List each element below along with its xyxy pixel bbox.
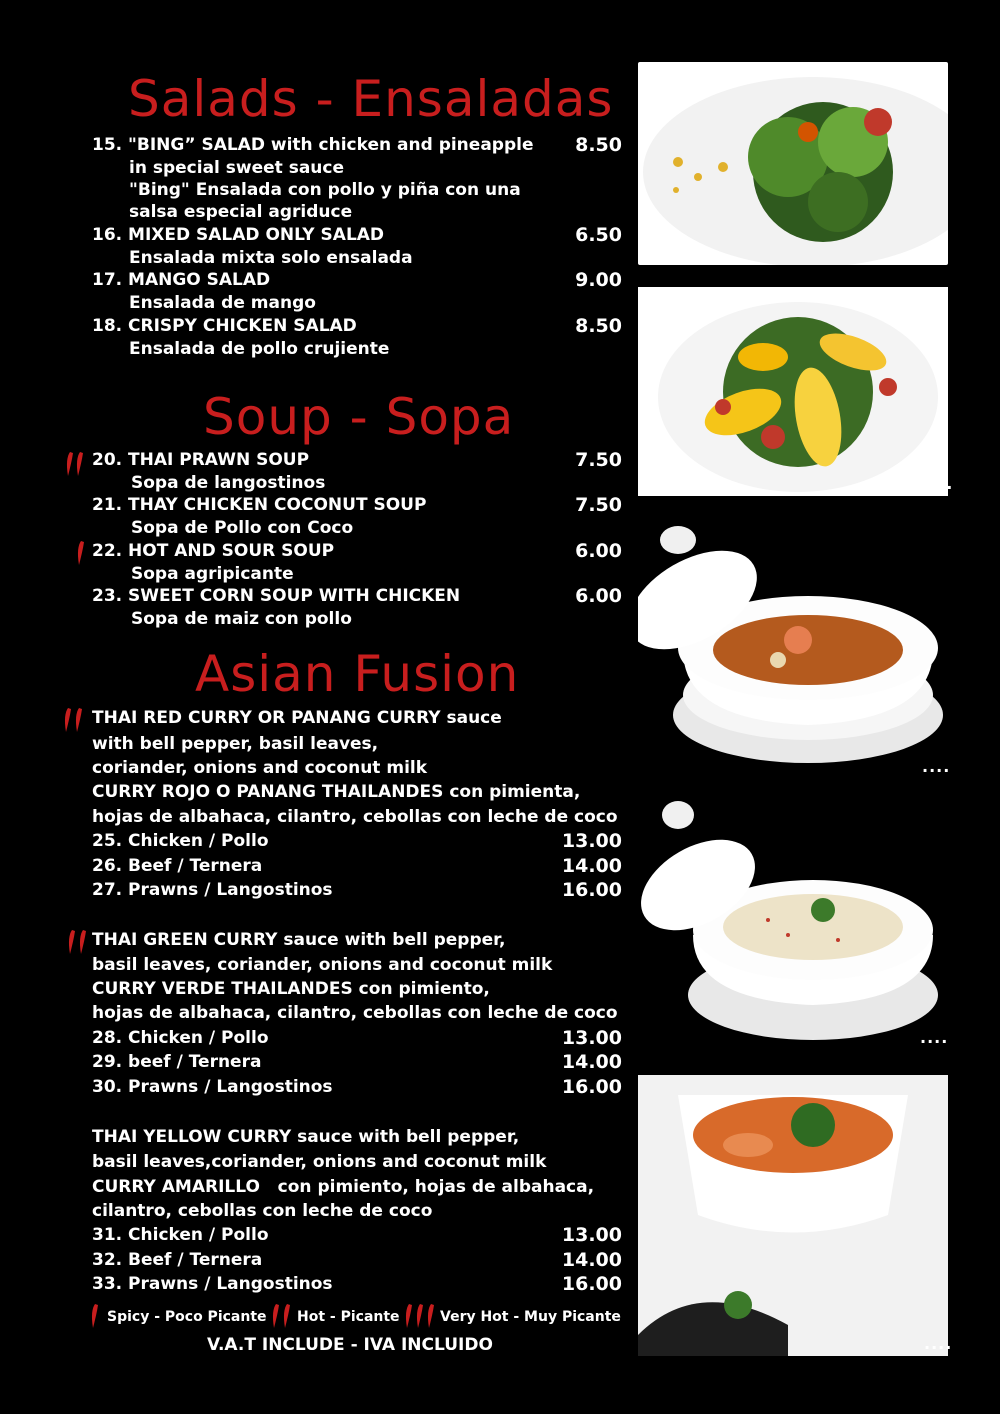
green-curry-price-29: 14.00 — [561, 1051, 622, 1073]
salad-18-price: 8.50 — [575, 315, 622, 337]
chili-icon — [74, 539, 88, 567]
red-curry-option-26: 26. Beef / Ternera — [92, 856, 263, 876]
green-curry-option-28: 28. Chicken / Pollo — [92, 1028, 269, 1048]
red-curry-option-25: 25. Chicken / Pollo — [92, 831, 269, 851]
green-curry-price-28: 13.00 — [561, 1027, 622, 1049]
salad-15-desc-3: salsa especial agriduce — [129, 202, 353, 222]
red-curry-price-27: 16.00 — [561, 879, 622, 901]
soup-20-desc: Sopa de langostinos — [131, 473, 326, 493]
red-curry-price-25: 13.00 — [561, 830, 622, 852]
salad-18-desc: Ensalada de pollo crujiente — [129, 339, 390, 359]
salad-16-price: 6.50 — [575, 224, 622, 246]
mango-salad-photo — [638, 287, 948, 496]
photo-dots: .... — [922, 757, 951, 776]
yellow-curry-price-31: 13.00 — [561, 1224, 622, 1246]
yellow-curry-price-32: 14.00 — [561, 1249, 622, 1271]
salads-heading: Salads - Ensaladas — [128, 70, 614, 128]
salad-16-desc: Ensalada mixta solo ensalada — [129, 248, 413, 268]
photo-dots: .... — [924, 1334, 953, 1353]
soup-21-name: 21. THAY CHICKEN COCONUT SOUP — [92, 495, 427, 515]
chili-icon — [88, 1302, 102, 1330]
chili-icon — [403, 1302, 439, 1330]
salad-17-price: 9.00 — [575, 269, 622, 291]
green-curry-option-30: 30. Prawns / Langostinos — [92, 1077, 333, 1097]
legend-very-hot: Very Hot - Muy Picante — [440, 1309, 621, 1325]
salad-photo — [638, 62, 948, 265]
red-curry-es-title: CURRY ROJO O PANANG THAILANDES con pimienta, — [92, 782, 581, 802]
salad-15-desc-2: "Bing" Ensalada con pollo y piña con una — [129, 180, 521, 200]
photo-dots: .... — [920, 1028, 949, 1047]
yellow-curry-option-33: 33. Prawns / Langostinos — [92, 1274, 333, 1294]
green-curry-title: THAI GREEN CURRY sauce with bell pepper, — [92, 930, 506, 950]
soup-20-price: 7.50 — [575, 449, 622, 471]
salad-17-name: 17. MANGO SALAD — [92, 270, 271, 290]
yellow-curry-option-31: 31. Chicken / Pollo — [92, 1225, 269, 1245]
soup-22-price: 6.00 — [575, 540, 622, 562]
vat-note: V.A.T INCLUDE - IVA INCLUIDO — [207, 1335, 493, 1355]
salad-15-name: 15. "BING” SALAD with chicken and pineapple — [92, 135, 534, 155]
legend-hot: Hot - Picante — [297, 1309, 400, 1325]
coconut-soup-photo — [638, 795, 948, 1050]
soups-heading: Soup - Sopa — [203, 388, 515, 446]
yellow-curry-option-32: 32. Beef / Ternera — [92, 1250, 263, 1270]
fusion-heading: Asian Fusion — [195, 645, 520, 703]
salad-16-name: 16. MIXED SALAD ONLY SALAD — [92, 225, 385, 245]
yellow-curry-line-1: basil leaves,coriander, onions and coconut milk — [92, 1152, 547, 1172]
salad-17-desc: Ensalada de mango — [129, 293, 316, 313]
soup-23-price: 6.00 — [575, 585, 622, 607]
soup-21-desc: Sopa de Pollo con Coco — [131, 518, 354, 538]
yellow-curry-es-line: cilantro, cebollas con leche de coco — [92, 1201, 433, 1221]
salad-15-desc-1: in special sweet sauce — [129, 158, 345, 178]
soup-21-price: 7.50 — [575, 494, 622, 516]
red-curry-price-26: 14.00 — [561, 855, 622, 877]
salad-15-price: 8.50 — [575, 134, 622, 156]
green-curry-es-line: hojas de albahaca, cilantro, cebollas con leche de coco — [92, 1003, 618, 1023]
green-curry-es-title: CURRY VERDE THAILANDES con pimiento, — [92, 979, 490, 999]
yellow-curry-title: THAI YELLOW CURRY sauce with bell pepper, — [92, 1127, 520, 1147]
legend-spicy: Spicy - Poco Picante — [107, 1309, 267, 1325]
red-curry-line-1: with bell pepper, basil leaves, — [92, 734, 379, 754]
yellow-curry-price-33: 16.00 — [561, 1273, 622, 1295]
yellow-curry-es-title: CURRY AMARILLO con pimiento, hojas de albahaca, — [92, 1177, 595, 1197]
red-curry-es-line: hojas de albahaca, cilantro, cebollas con leche de coco — [92, 807, 618, 827]
chili-icon — [64, 450, 88, 478]
prawn-soup-photo — [638, 520, 951, 780]
green-curry-price-30: 16.00 — [561, 1076, 622, 1098]
red-curry-line-2: coriander, onions and coconut milk — [92, 758, 428, 778]
soup-22-desc: Sopa agripicante — [131, 564, 294, 584]
salad-18-name: 18. CRISPY CHICKEN SALAD — [92, 316, 357, 336]
photo-dots: ... — [922, 244, 944, 263]
curry-photo — [638, 1075, 948, 1356]
soup-23-name: 23. SWEET CORN SOUP WITH CHICKEN — [92, 586, 461, 606]
red-curry-title: THAI RED CURRY OR PANANG CURRY sauce — [92, 708, 502, 728]
soup-20-name: 20. THAI PRAWN SOUP — [92, 450, 310, 470]
red-curry-option-27: 27. Prawns / Langostinos — [92, 880, 333, 900]
green-curry-option-29: 29. beef / Ternera — [92, 1052, 262, 1072]
soup-23-desc: Sopa de maiz con pollo — [131, 609, 352, 629]
chili-icon — [270, 1302, 296, 1330]
chili-icon — [62, 706, 88, 734]
chili-icon — [66, 928, 92, 956]
green-curry-line-1: basil leaves, coriander, onions and coconut milk — [92, 955, 553, 975]
photo-dots: .... — [925, 474, 954, 493]
soup-22-name: 22. HOT AND SOUR SOUP — [92, 541, 335, 561]
